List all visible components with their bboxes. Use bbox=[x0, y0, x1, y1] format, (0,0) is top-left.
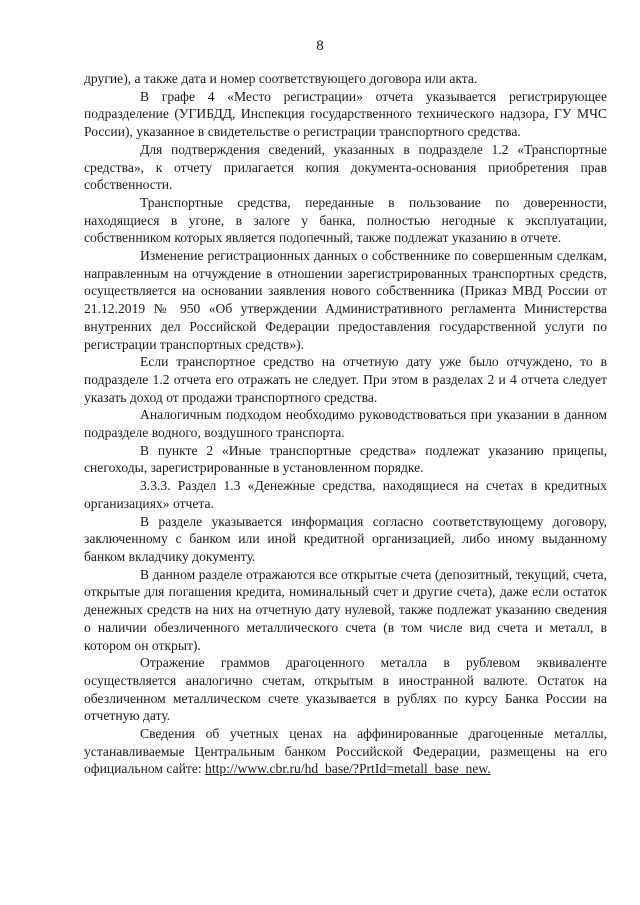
cbr-metal-prices-link[interactable]: http://www.cbr.ru/hd_base/?PrtId=metall_base_new. bbox=[205, 761, 491, 777]
paragraph-text: Сведения об учетных ценах на аффинированные драгоценные металлы, устанавливаемые Центральным банком Российской Федерации, размещены на его официальном сайте: bbox=[84, 726, 607, 777]
section-heading: 3.3.3. Раздел 1.3 «Денежные средства, находящиеся на счетах в кредитных организациях» отчета. bbox=[84, 478, 607, 511]
paragraph: Отражение граммов драгоценного металла в рублевом эквиваленте осуществляется аналогично счетам, открытым в иностранной валюте. Остаток на обезличенном металлическом счете указывается в рублях по курсу Банка России на отчетную дату. bbox=[84, 655, 607, 724]
paragraph: В разделе указывается информация согласно соответствующему договору, заключенному с банком или иной кредитной организацией, либо иному выданному банком вкладчику документу. bbox=[84, 513, 607, 564]
paragraph: Если транспортное средство на отчетную дату уже было отчуждено, то в подразделе 1.2 отчета его отражать не следует. При этом в разделах 2 и 4 отчета следует указать доход от продажи транспортного средства. bbox=[84, 354, 607, 405]
paragraph: В пункте 2 «Иные транспортные средства» подлежат указанию прицепы, снегоходы, зарегистрированные в установленном порядке. bbox=[84, 442, 607, 476]
paragraph: В графе 4 «Место регистрации» отчета указывается регистрирующее подразделение (УГИБДД, Инспекция государственного технического надзора, ГУ МЧС России), указанное в свидетельстве о регистрации транспортного средства. bbox=[84, 88, 607, 140]
paragraph: В данном разделе отражаются все открытые счета (депозитный, текущий, счета, открытые для погашения кредита, номинальный счет и другие счета), даже если остаток денежных средств на них на отчетную дату нулевой, также подлежат указанию сведения о наличии обезличенного металлического счета (в том числе вид счета и металл, в котором он открыт). bbox=[84, 566, 607, 653]
paragraph: другие), а также дата и номер соответствующего договора или акта. bbox=[84, 71, 478, 86]
document-body bbox=[84, 70, 607, 778]
paragraph: Для подтверждения сведений, указанных в подразделе 1.2 «Транспортные средства», к отчету прилагается копия документа-основания приобретения прав собственности. bbox=[84, 141, 607, 193]
paragraph-with-link bbox=[84, 725, 607, 778]
page-number: 8 bbox=[316, 38, 324, 54]
paragraph: Аналогичным подходом необходимо руководствоваться при указании в данном подразделе водного, воздушного транспорта. bbox=[84, 407, 607, 441]
paragraph: Транспортные средства, переданные в пользование по доверенности, находящиеся в угоне, в залоге у банка, полностью негодные к эксплуатации, собственником которых является подопечный, также подлежат указанию в отчете. bbox=[84, 194, 607, 246]
paragraph: Изменение регистрационных данных о собственнике по совершенным сделкам, направленным на отчуждение в отношении зарегистрированных транспортных средств, осуществляется на основании заявления нового собственника (Приказ МВД России от 21.12.2019 № 950 «Об утверждении Административного регламента Министерства внутренних дел Российской Федерации предоставления государственной услуги по регистрации транспортных средств»). bbox=[84, 248, 607, 352]
